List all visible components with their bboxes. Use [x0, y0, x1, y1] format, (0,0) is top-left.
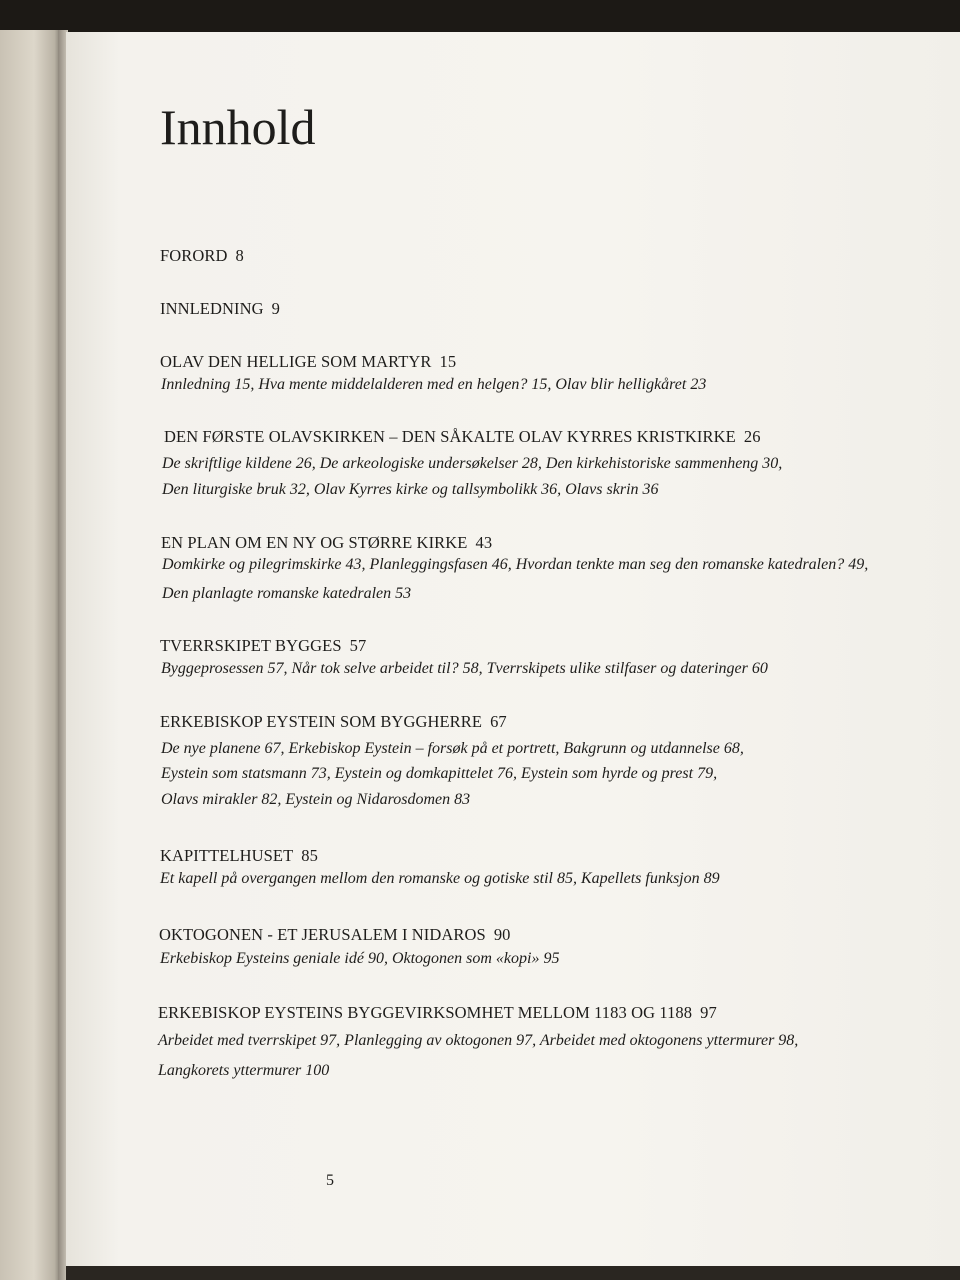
toc-heading-page: 90: [493, 925, 511, 944]
toc-heading-page: 43: [475, 533, 493, 552]
toc-subentries: Arbeidet med tverrskipet 97, Planlegging av oktogonen 97, Arbeidet med oktogonens yttermurer 98,: [158, 1032, 799, 1049]
toc-subentries: De nye planene 67, Erkebiskop Eystein – forsøk på et portrett, Bakgrunn og utdannelse 68,: [161, 740, 744, 757]
toc-heading-text: EN PLAN OM EN NY OG STØRRE KIRKE: [161, 533, 468, 552]
toc-subentries: De skriftlige kildene 26, De arkeologiske undersøkelser 28, Den kirkehistoriske sammenheng 30,: [162, 455, 783, 472]
toc-heading-text: INNLEDNING: [160, 299, 264, 318]
toc-heading-page: 8: [235, 246, 244, 265]
toc-subentries: Domkirke og pilegrimskirke 43, Planleggingsfasen 46, Hvordan tenkte man seg den romanske katedralen? 49,: [162, 556, 869, 573]
toc-heading: [159, 925, 511, 945]
toc-subentries: Langkorets yttermurer 100: [158, 1062, 330, 1079]
toc-heading: [160, 712, 507, 732]
toc-subentries: Erkebiskop Eysteins geniale idé 90, Oktogonen som «kopi» 95: [160, 950, 560, 967]
toc-heading-page: 57: [349, 636, 367, 655]
toc-heading-page: 26: [743, 427, 761, 446]
page-title: Innhold: [160, 99, 316, 155]
toc-subentries: Byggeprosessen 57, Når tok selve arbeidet til? 58, Tverrskipets ulike stilfaser og dateringer 60: [161, 660, 768, 677]
toc-heading-text: DEN FØRSTE OLAVSKIRKEN – DEN SÅKALTE OLAV KYRRES KRISTKIRKE: [164, 427, 736, 446]
toc-subentries: Den planlagte romanske katedralen 53: [162, 585, 412, 602]
toc-heading-text: ERKEBISKOP EYSTEINS BYGGEVIRKSOMHET MELLOM 1183 OG 1188: [158, 1003, 693, 1022]
toc-heading: [164, 427, 761, 447]
toc-heading-page: 9: [271, 299, 281, 318]
page-number: 5: [326, 1172, 334, 1189]
page-bottom-edge: [66, 1266, 960, 1280]
toc-heading: [158, 1003, 717, 1023]
toc-heading-text: OKTOGONEN - ET JERUSALEM I NIDAROS: [159, 925, 486, 944]
left-page-edge: [0, 30, 62, 1280]
toc-heading-page: 85: [301, 846, 318, 865]
toc-heading-text: ERKEBISKOP EYSTEIN SOM BYGGHERRE: [160, 712, 483, 731]
toc-heading-page: 97: [700, 1003, 717, 1022]
toc-heading: [160, 246, 244, 266]
toc-heading-text: OLAV DEN HELLIGE SOM MARTYR: [160, 352, 432, 371]
toc-subentries: Den liturgiske bruk 32, Olav Kyrres kirke og tallsymbolikk 36, Olavs skrin 36: [162, 481, 659, 498]
toc-heading-text: FORORD: [160, 246, 228, 265]
toc-heading: [160, 352, 456, 372]
toc-subentries: Olavs mirakler 82, Eystein og Nidarosdomen 83: [161, 791, 471, 808]
toc-heading-text: KAPITTELHUSET: [160, 846, 294, 865]
toc-subentries: Innledning 15, Hva mente middelalderen med en helgen? 15, Olav blir helligkåret 23: [161, 376, 707, 393]
toc-heading-text: TVERRSKIPET BYGGES: [160, 636, 342, 655]
toc-heading: [160, 299, 280, 319]
toc-heading-page: 67: [490, 712, 507, 731]
toc-heading: [161, 533, 492, 553]
toc-heading-page: 15: [439, 352, 457, 371]
toc-heading: [160, 636, 366, 656]
toc-subentries: Et kapell på overgangen mellom den romanske og gotiske stil 85, Kapellets funksjon 89: [160, 870, 720, 887]
toc-heading: [160, 846, 318, 866]
toc-subentries: Eystein som statsmann 73, Eystein og domkapittelet 76, Eystein som hyrde og prest 79,: [161, 765, 718, 782]
